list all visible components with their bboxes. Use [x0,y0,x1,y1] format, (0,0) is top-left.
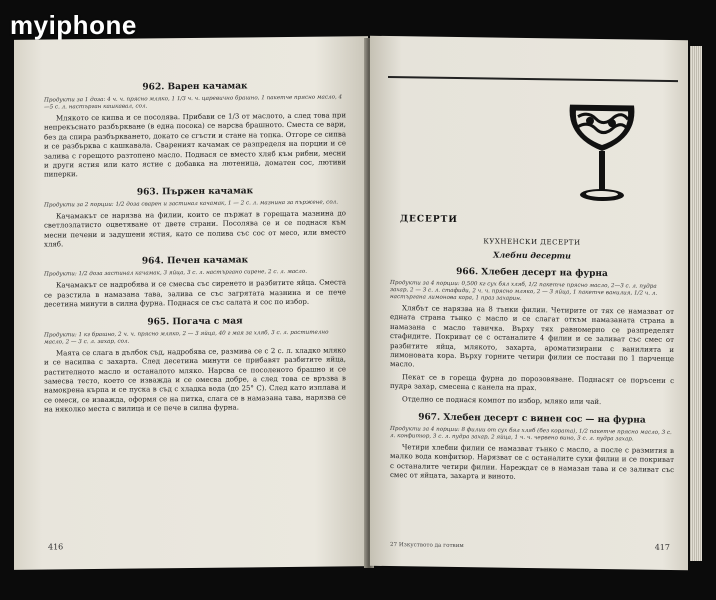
recipe-text: Млякото се кипва и се посолява. Прибави се 1/3 от маслото, а след това при непрекъснато разбъркване (в една посока) се нарсва брашното. Сместа се вари, без да спира разбъркването, докато се сгъсти и стане на топка. Отгоре се сипва и се разбърква с кашкавала. Свареният качамак се разпределя на порции и се залива с горещото разтопено масло. Поднася се вместо хляб към рибни, месни и други ястия или като ястие с добавка на лютеница, доматен сос, лютиви пиперки. [44,111,346,179]
recipe-963 [44,185,346,250]
recipe-text: Маята се слага в дълбок съд, надробява се, размива се с 2 с. л. хладко мляко и се насипва с захарта. След десетина минути се прибавят разбитите яйца, растителното масло и останалото мляко. Нарсва се посоленото брашно и се замесва тесто, което се изважда и се омесва добре, а след това се връзва в намокрена кърпа и се пуска в съд с хладка вода (до 25° С). След като изплава и се омеси, се изважда, оформя се на питка, слага се в намазана тава, нарязва се на няколко места с вилица и се пече в силна фурна. [44,346,346,414]
recipe-ingredients: Продукти: 1 кг брашно, 2 ч. ч. прясно мляко, 2 — 3 яйца, 40 г мая за хляб, 3 с. л. растително масло, 2 — 3 с. л. захар, сол. [44,329,329,346]
header-rule [388,76,678,82]
recipe-text: Качамакът се надробява и се смесва със сиренето и разбитите яйца. Сместа се разстила в намазана тава, залива се със загрятата мазнина и се пече десетина минути в силна фурна. Поднася се със салата и сос по избор. [44,278,346,309]
page-edges [690,46,702,561]
recipe-967 [390,412,674,485]
recipe-966 [390,266,674,408]
recipe-text: Качамакът се нарязва на филии, които се пържат в горещата мазнина до светлозлатисто оцветяване от двете страни. Посолява се и се поднася към месни печени и задушени ястия, като се полива със сос от месо, или вместо хляб. [44,209,346,249]
recipe-text: Отделно се поднася компот по избор, мляко или чай. [402,394,602,406]
recipe-ingredients: Продукти за 2 порции: 1/2 доза сварен и застинал качамак, 1 — 2 с. л. мазнина за пържене, сол. [44,199,339,209]
subsection-heading: Хлебни десерти [493,249,571,261]
watermark-text: myiphone [10,10,137,40]
right-page [370,36,688,570]
page-number: 416 [48,542,64,552]
recipe-title: 964. Печен качамак [141,255,249,267]
recipe-ingredients: Продукти за 1 доза: 4 ч. ч. прясно мляко, 1 1/3 ч. ч. царевично брашно, 1 пакетче прясно масло, 4—5 с. л. настърган кашкавал, сол. [44,94,343,111]
recipe-964 [44,255,346,310]
recipe-text: Хлябът се нарязва на 8 тънки филии. Четирите от тях се намазват от едната страна тънко с масло и се слагат откъм намазаната страна в намазана с масло тавичка. Върху тях равномерно се разпределят стафидите. Покриват се с останалите 4 филии и се заливат със смес от разбитите яйца, млякото, захарта, ароматизирани с ванилията и лимоновата кора. Върху горните четири филии се постави по 1 парченце масло. [390,304,674,369]
footer-signature: 27 Изкуството да готвим [390,542,464,550]
open-book [14,38,690,568]
section-heading: КУХНЕНСКИ ДЕСЕРТИ [483,237,581,247]
recipe-title: 962. Варен качамак [142,81,248,93]
page-number: 417 [654,542,670,552]
recipe-ingredients: Продукти за 4 порции: 8 филии от сух бял хляб (без кората), 1/2 пакетче прясно масло, 3 с. л. конфитюр, 3 с. л. пудра захар, 2 яйца, 1 ч. ч. червено вино, 3 с. л. пудра захар. [390,426,672,443]
recipe-text: Пекат се в гореща фурна до порозовяване. Поднасят се поръсени с пудра захар, смесена с канела на прах. [390,373,674,393]
recipe-962 [44,80,346,180]
recipe-title: 965. Погача с мая [147,316,243,328]
recipe-text: Четири хлебни филии се намазват тънко с масло, а после с размития в малко вода конфитюр. Нарязват се с останалите сухи филии и се покриват с останалите четири филии. Нареждат се в намазан тава и се заливат със смес от яйцата, захарта и виното. [390,443,674,482]
wine-glass-illustration [556,90,648,211]
recipe-title: 963. Пържен качамак [136,186,254,198]
recipe-title: 966. Хлебен десерт на фурна [456,266,608,280]
left-page [14,36,368,570]
recipe-965 [44,315,346,415]
recipe-ingredients: Продукти: 1/2 доза застинал качамак, 3 яйца, 3 с. л. настъргано сирене, 2 с. л. масло. [44,269,308,279]
recipe-title: 967. Хлебен десерт с винен сос — на фурна [418,412,646,426]
recipe-ingredients: Продукти за 4 порции: 0,500 кг сух бял хляб, 1/2 пакетче прясно масло, 2—3 с. л. пудра захар, 2 — 3 с. л. стафиди, 2 ч. ч. прясно мляко, 2 — 3 яйца, 1 пакетче ванилия, 1/2 ч. л. настъргана лимонова кора, 1 праз захарин. [390,280,658,302]
chapter-title: ДЕСЕРТИ [400,214,458,226]
